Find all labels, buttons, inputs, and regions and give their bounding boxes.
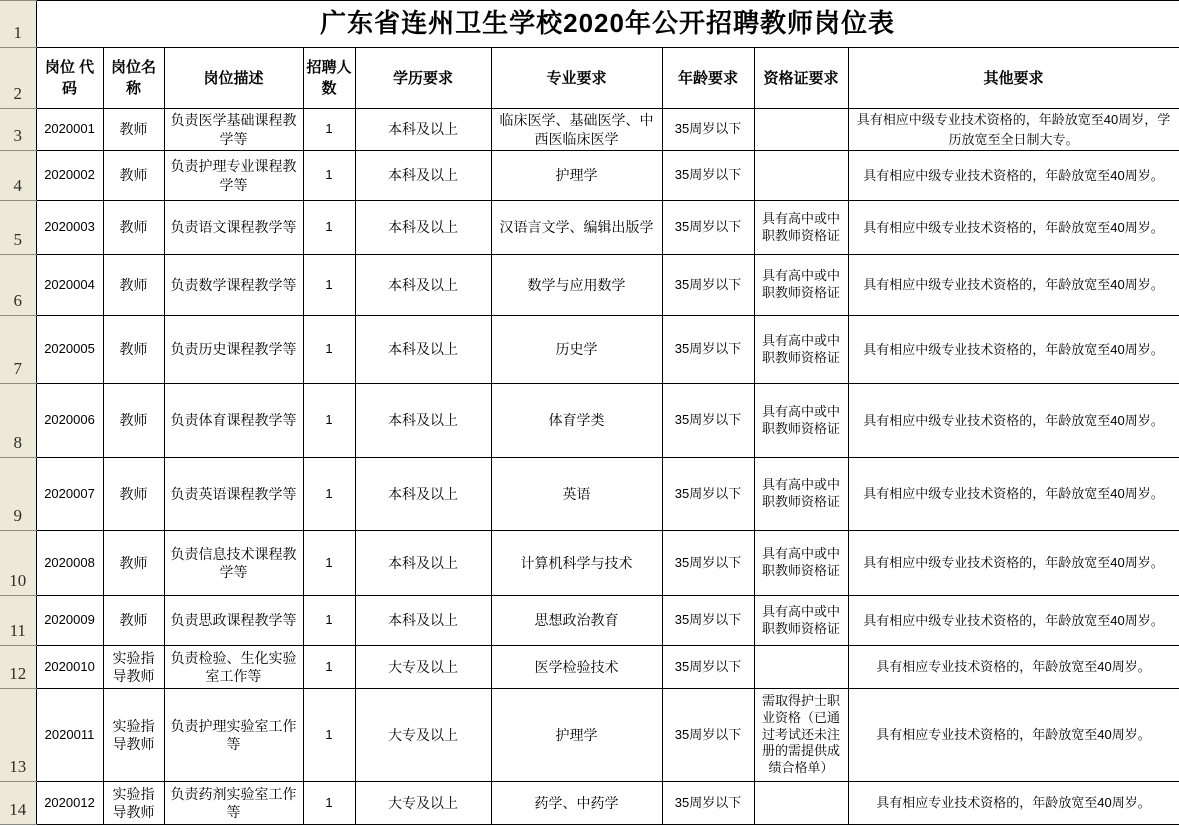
cell-certificate-req[interactable]: 具有高中或中职教师资格证 (754, 384, 848, 458)
cell-age-req[interactable]: 35周岁以下 (662, 316, 754, 384)
cell-age-req[interactable]: 35周岁以下 (662, 151, 754, 201)
cell-major-req[interactable]: 体育学类 (491, 384, 662, 458)
column-header-major-req[interactable]: 专业要求 (491, 48, 662, 109)
cell-position-desc[interactable]: 负责护理实验室工作等 (164, 689, 303, 782)
sheet-title[interactable]: 广东省连州卫生学校2020年公开招聘教师岗位表 (36, 1, 1179, 48)
table-row (0, 316, 1179, 384)
cell-education-req[interactable]: 本科及以上 (355, 201, 491, 255)
table-row (0, 531, 1179, 596)
cell-recruit-count[interactable]: 1 (303, 151, 355, 201)
row-number[interactable]: 4 (0, 151, 36, 201)
cell-education-req[interactable]: 本科及以上 (355, 596, 491, 646)
cell-education-req[interactable]: 本科及以上 (355, 531, 491, 596)
row-number[interactable]: 1 (0, 1, 36, 48)
cell-position-name[interactable]: 实验指导教师 (103, 646, 164, 689)
cell-recruit-count[interactable]: 1 (303, 316, 355, 384)
table-row (0, 151, 1179, 201)
header-row (0, 48, 1179, 109)
row-number[interactable]: 14 (0, 782, 36, 825)
cell-certificate-req[interactable]: 具有高中或中职教师资格证 (754, 201, 848, 255)
title-row (0, 1, 1179, 48)
cell-position-code[interactable]: 2020008 (36, 531, 103, 596)
row-number[interactable]: 11 (0, 596, 36, 646)
cell-position-code[interactable]: 2020004 (36, 255, 103, 316)
cell-certificate-req[interactable]: 具有高中或中职教师资格证 (754, 596, 848, 646)
cell-position-code[interactable]: 2020007 (36, 458, 103, 531)
cell-major-req[interactable]: 汉语言文学、编辑出版学 (491, 201, 662, 255)
cell-major-req[interactable]: 历史学 (491, 316, 662, 384)
cell-major-req[interactable]: 护理学 (491, 151, 662, 201)
cell-certificate-req[interactable] (754, 646, 848, 689)
cell-major-req[interactable]: 思想政治教育 (491, 596, 662, 646)
cell-certificate-req[interactable]: 具有高中或中职教师资格证 (754, 316, 848, 384)
cell-recruit-count[interactable]: 1 (303, 458, 355, 531)
cell-position-desc[interactable]: 负责护理专业课程教学等 (164, 151, 303, 201)
cell-certificate-req[interactable] (754, 151, 848, 201)
table-row (0, 689, 1179, 782)
cell-age-req[interactable]: 35周岁以下 (662, 255, 754, 316)
row-number[interactable]: 3 (0, 109, 36, 151)
cell-position-desc[interactable]: 负责体育课程教学等 (164, 384, 303, 458)
cell-other-req[interactable]: 具有相应中级专业技术资格的，年龄放宽至40周岁。 (848, 596, 1179, 646)
row-number[interactable]: 6 (0, 255, 36, 316)
cell-age-req[interactable]: 35周岁以下 (662, 109, 754, 151)
table-row (0, 109, 1179, 151)
table-row (0, 255, 1179, 316)
cell-certificate-req[interactable] (754, 782, 848, 825)
row-number[interactable]: 12 (0, 646, 36, 689)
cell-education-req[interactable]: 大专及以上 (355, 646, 491, 689)
cell-other-req[interactable]: 具有相应专业技术资格的，年龄放宽至40周岁。 (848, 646, 1179, 689)
cell-position-desc[interactable]: 负责医学基础课程教学等 (164, 109, 303, 151)
cell-other-req[interactable]: 具有相应中级专业技术资格的，年龄放宽至40周岁。 (848, 384, 1179, 458)
row-number[interactable]: 10 (0, 531, 36, 596)
column-header-position-name[interactable]: 岗位名称 (103, 48, 164, 109)
cell-other-req[interactable]: 具有相应中级专业技术资格的，年龄放宽至40周岁。 (848, 531, 1179, 596)
column-header-other-req[interactable]: 其他要求 (848, 48, 1179, 109)
column-header-position-code[interactable]: 岗位 代码 (36, 48, 103, 109)
cell-position-code[interactable]: 2020011 (36, 689, 103, 782)
column-header-position-desc[interactable]: 岗位描述 (164, 48, 303, 109)
cell-position-desc[interactable]: 负责思政课程教学等 (164, 596, 303, 646)
cell-position-name[interactable]: 教师 (103, 596, 164, 646)
cell-education-req[interactable]: 大专及以上 (355, 782, 491, 825)
cell-position-code[interactable]: 2020006 (36, 384, 103, 458)
cell-position-desc[interactable]: 负责数学课程教学等 (164, 255, 303, 316)
cell-position-desc[interactable]: 负责历史课程教学等 (164, 316, 303, 384)
column-header-age-req[interactable]: 年龄要求 (662, 48, 754, 109)
cell-education-req[interactable]: 本科及以上 (355, 109, 491, 151)
cell-recruit-count[interactable]: 1 (303, 646, 355, 689)
cell-position-name[interactable]: 教师 (103, 201, 164, 255)
cell-education-req[interactable]: 大专及以上 (355, 689, 491, 782)
cell-position-name[interactable]: 教师 (103, 109, 164, 151)
cell-other-req[interactable]: 具有相应中级专业技术资格的，年龄放宽至40周岁。 (848, 316, 1179, 384)
row-number[interactable]: 5 (0, 201, 36, 255)
cell-position-code[interactable]: 2020012 (36, 782, 103, 825)
cell-position-desc[interactable]: 负责英语课程教学等 (164, 458, 303, 531)
row-number[interactable]: 9 (0, 458, 36, 531)
cell-recruit-count[interactable]: 1 (303, 689, 355, 782)
cell-other-req[interactable]: 具有相应中级专业技术资格的，年龄放宽至40周岁。 (848, 458, 1179, 531)
cell-position-desc[interactable]: 负责检验、生化实验室工作等 (164, 646, 303, 689)
cell-education-req[interactable]: 本科及以上 (355, 316, 491, 384)
cell-education-req[interactable]: 本科及以上 (355, 458, 491, 531)
cell-certificate-req[interactable]: 需取得护士职业资格（已通过考试还未注册的需提供成绩合格单） (754, 689, 848, 782)
table-row (0, 384, 1179, 458)
cell-other-req[interactable]: 具有相应中级专业技术资格的，年龄放宽至40周岁，学历放宽至全日制大专。 (848, 109, 1179, 151)
cell-age-req[interactable]: 35周岁以下 (662, 384, 754, 458)
table-row (0, 646, 1179, 689)
cell-other-req[interactable]: 具有相应专业技术资格的，年龄放宽至40周岁。 (848, 782, 1179, 825)
cell-age-req[interactable]: 35周岁以下 (662, 201, 754, 255)
cell-recruit-count[interactable]: 1 (303, 255, 355, 316)
cell-age-req[interactable]: 35周岁以下 (662, 458, 754, 531)
cell-position-name[interactable]: 教师 (103, 151, 164, 201)
cell-certificate-req[interactable]: 具有高中或中职教师资格证 (754, 458, 848, 531)
cell-position-name[interactable]: 实验指导教师 (103, 689, 164, 782)
cell-other-req[interactable]: 具有相应专业技术资格的，年龄放宽至40周岁。 (848, 689, 1179, 782)
cell-major-req[interactable]: 临床医学、基础医学、中西医临床医学 (491, 109, 662, 151)
cell-other-req[interactable]: 具有相应中级专业技术资格的，年龄放宽至40周岁。 (848, 201, 1179, 255)
cell-position-code[interactable]: 2020002 (36, 151, 103, 201)
cell-position-desc[interactable]: 负责语文课程教学等 (164, 201, 303, 255)
cell-position-name[interactable]: 教师 (103, 458, 164, 531)
cell-certificate-req[interactable]: 具有高中或中职教师资格证 (754, 255, 848, 316)
row-number[interactable]: 2 (0, 48, 36, 109)
cell-age-req[interactable]: 35周岁以下 (662, 689, 754, 782)
cell-position-desc[interactable]: 负责信息技术课程教学等 (164, 531, 303, 596)
table-row (0, 596, 1179, 646)
cell-education-req[interactable]: 本科及以上 (355, 384, 491, 458)
row-number[interactable]: 7 (0, 316, 36, 384)
cell-major-req[interactable]: 计算机科学与技术 (491, 531, 662, 596)
cell-major-req[interactable]: 医学检验技术 (491, 646, 662, 689)
cell-position-name[interactable]: 教师 (103, 531, 164, 596)
table-row (0, 201, 1179, 255)
cell-recruit-count[interactable]: 1 (303, 596, 355, 646)
cell-age-req[interactable]: 35周岁以下 (662, 596, 754, 646)
cell-recruit-count[interactable]: 1 (303, 384, 355, 458)
cell-education-req[interactable]: 本科及以上 (355, 255, 491, 316)
column-header-certificate-req[interactable]: 资格证要求 (754, 48, 848, 109)
column-header-education-req[interactable]: 学历要求 (355, 48, 491, 109)
cell-position-name[interactable]: 实验指导教师 (103, 782, 164, 825)
cell-age-req[interactable]: 35周岁以下 (662, 782, 754, 825)
cell-position-code[interactable]: 2020010 (36, 646, 103, 689)
cell-position-code[interactable]: 2020009 (36, 596, 103, 646)
table-row (0, 458, 1179, 531)
cell-major-req[interactable]: 药学、中药学 (491, 782, 662, 825)
cell-position-desc[interactable]: 负责药剂实验室工作等 (164, 782, 303, 825)
cell-recruit-count[interactable]: 1 (303, 531, 355, 596)
cell-major-req[interactable]: 英语 (491, 458, 662, 531)
row-number[interactable]: 8 (0, 384, 36, 458)
cell-position-code[interactable]: 2020005 (36, 316, 103, 384)
cell-position-name[interactable]: 教师 (103, 255, 164, 316)
cell-position-name[interactable]: 教师 (103, 316, 164, 384)
cell-recruit-count[interactable]: 1 (303, 782, 355, 825)
cell-major-req[interactable]: 数学与应用数学 (491, 255, 662, 316)
cell-certificate-req[interactable] (754, 109, 848, 151)
cell-major-req[interactable]: 护理学 (491, 689, 662, 782)
table-row (0, 782, 1179, 825)
cell-other-req[interactable]: 具有相应中级专业技术资格的，年龄放宽至40周岁。 (848, 255, 1179, 316)
cell-position-name[interactable]: 教师 (103, 384, 164, 458)
cell-certificate-req[interactable]: 具有高中或中职教师资格证 (754, 531, 848, 596)
cell-education-req[interactable]: 本科及以上 (355, 151, 491, 201)
cell-position-code[interactable]: 2020001 (36, 109, 103, 151)
cell-age-req[interactable]: 35周岁以下 (662, 646, 754, 689)
cell-recruit-count[interactable]: 1 (303, 109, 355, 151)
column-header-recruit-count[interactable]: 招聘人数 (303, 48, 355, 109)
cell-other-req[interactable]: 具有相应中级专业技术资格的，年龄放宽至40周岁。 (848, 151, 1179, 201)
cell-recruit-count[interactable]: 1 (303, 201, 355, 255)
row-number[interactable]: 13 (0, 689, 36, 782)
cell-position-code[interactable]: 2020003 (36, 201, 103, 255)
cell-age-req[interactable]: 35周岁以下 (662, 531, 754, 596)
